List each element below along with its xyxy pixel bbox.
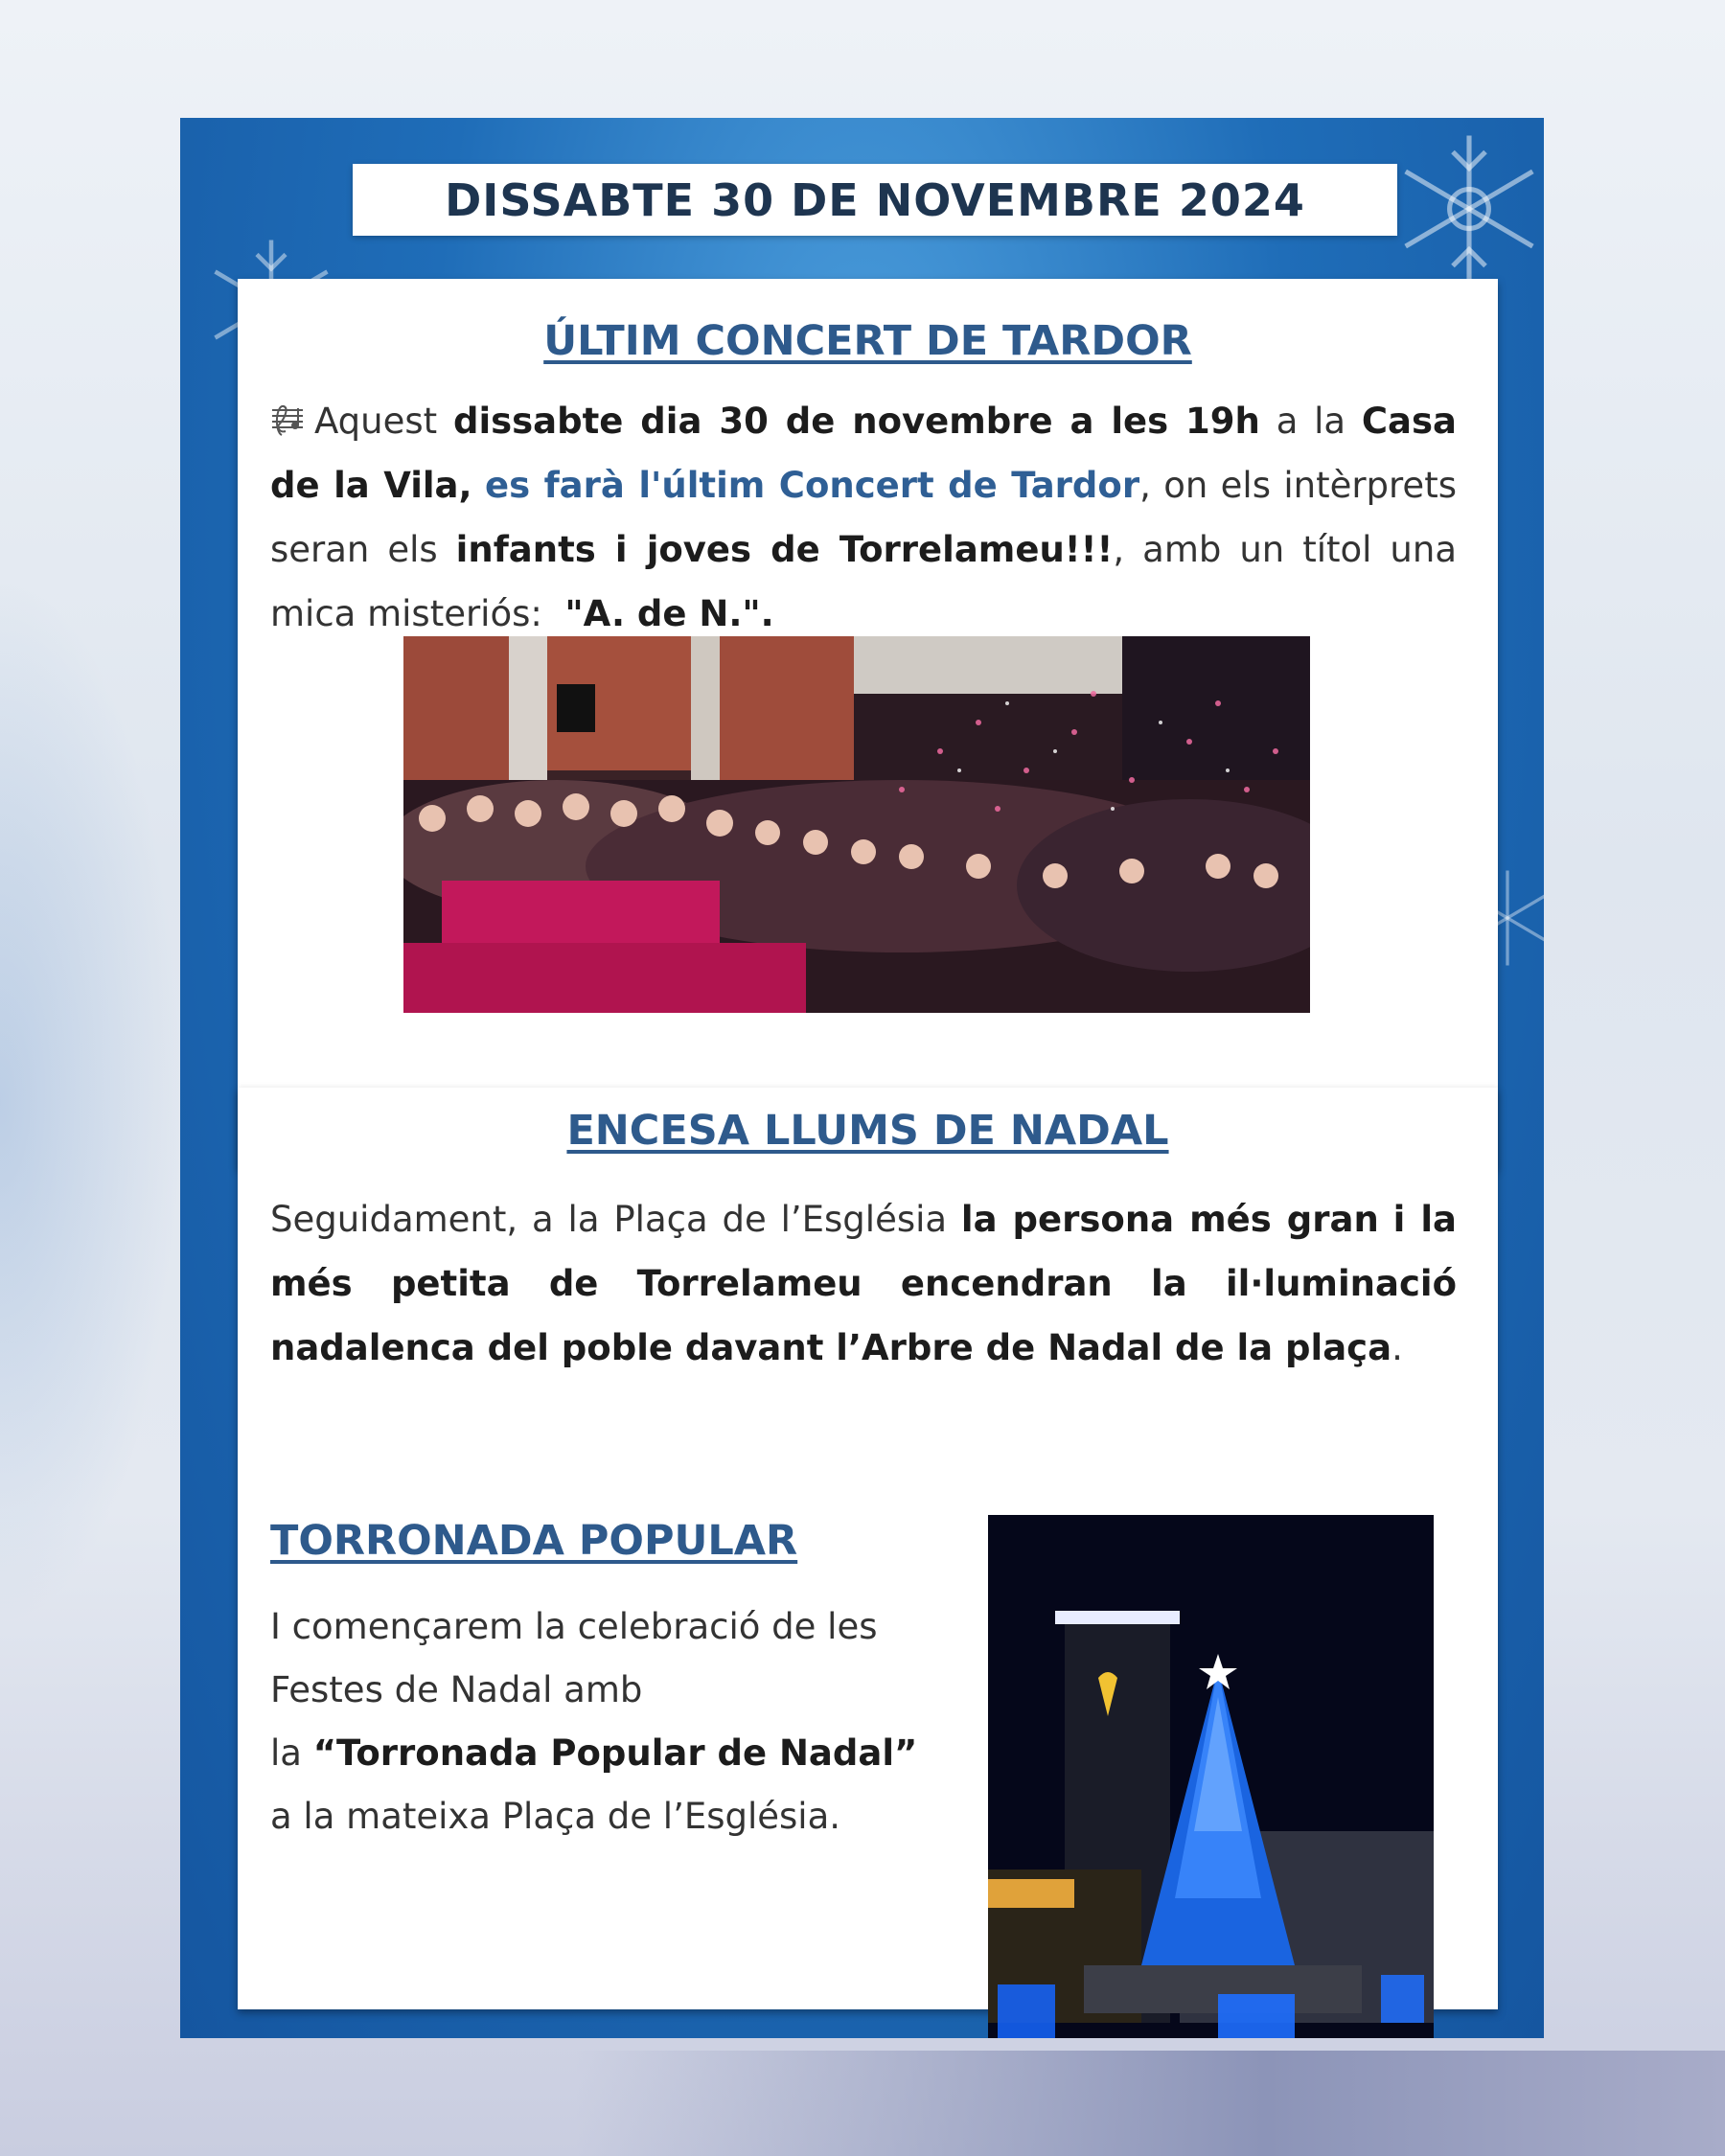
concert-venue: Casa de la Vila, <box>270 401 1458 506</box>
concert-paragraph <box>270 389 1457 646</box>
concert-text-8: , amb un títol una mica misteriós: <box>270 529 1457 634</box>
concert-performers: infants i joves de Torrelameu!!! <box>455 529 1114 570</box>
torronada-line-1: I començarem la celebració de les <box>270 1606 878 1647</box>
lights-paragraph <box>270 1187 1457 1380</box>
music-note-icon <box>270 402 305 439</box>
concert-text-1: Aquest <box>314 401 438 442</box>
lights-text-2: la persona més gran <box>960 1199 1379 1240</box>
lights-text-1: Seguidament, a la Plaça de l’Església <box>270 1199 948 1240</box>
lights-text-4: . <box>1392 1327 1403 1368</box>
concert-date-time: dissabte dia 30 de novembre a les 19h <box>452 401 1260 442</box>
torronada-line-3 <box>270 1722 960 1785</box>
background-glow-bottom <box>575 2051 1725 2156</box>
event-poster <box>180 118 1544 2038</box>
concert-title-name: "A. de N.". <box>564 593 774 634</box>
concert-photo <box>403 636 1310 1013</box>
concert-text-6: , on els intèrprets seran els <box>270 465 1457 570</box>
concert-text-3: a la <box>1276 401 1346 442</box>
background-glow-left <box>0 575 182 1629</box>
concert-event-name: es farà l'últim Concert de Tardor <box>484 465 1140 506</box>
date-banner <box>353 164 1397 236</box>
lights-section <box>238 1088 1498 2009</box>
concert-heading: ÚLTIM CONCERT DE TARDOR <box>543 317 1192 365</box>
christmas-tree-photo <box>988 1515 1434 2038</box>
date-banner-text: DISSABTE 30 DE NOVEMBRE 2024 <box>445 173 1305 226</box>
torronada-line-3a: la <box>270 1732 302 1774</box>
torronada-paragraph <box>270 1595 960 1848</box>
torronada-heading: TORRONADA POPULAR <box>270 1517 798 1565</box>
torronada-line-4: a la mateixa Plaça de l’Església. <box>270 1796 841 1837</box>
concert-section <box>238 279 1498 1168</box>
lights-heading: ENCESA LLUMS DE NADAL <box>566 1107 1169 1155</box>
lights-text-3: i la més petita de Torrelameu encendran la il·luminació nadalenca del poble davant l’Arbre de Nadal de la plaça <box>270 1199 1457 1368</box>
snowflake-icon <box>1388 127 1544 290</box>
torronada-event-name: “Torronada Popular de Nadal” <box>312 1732 918 1774</box>
torronada-line-2: Festes de Nadal amb <box>270 1669 643 1710</box>
